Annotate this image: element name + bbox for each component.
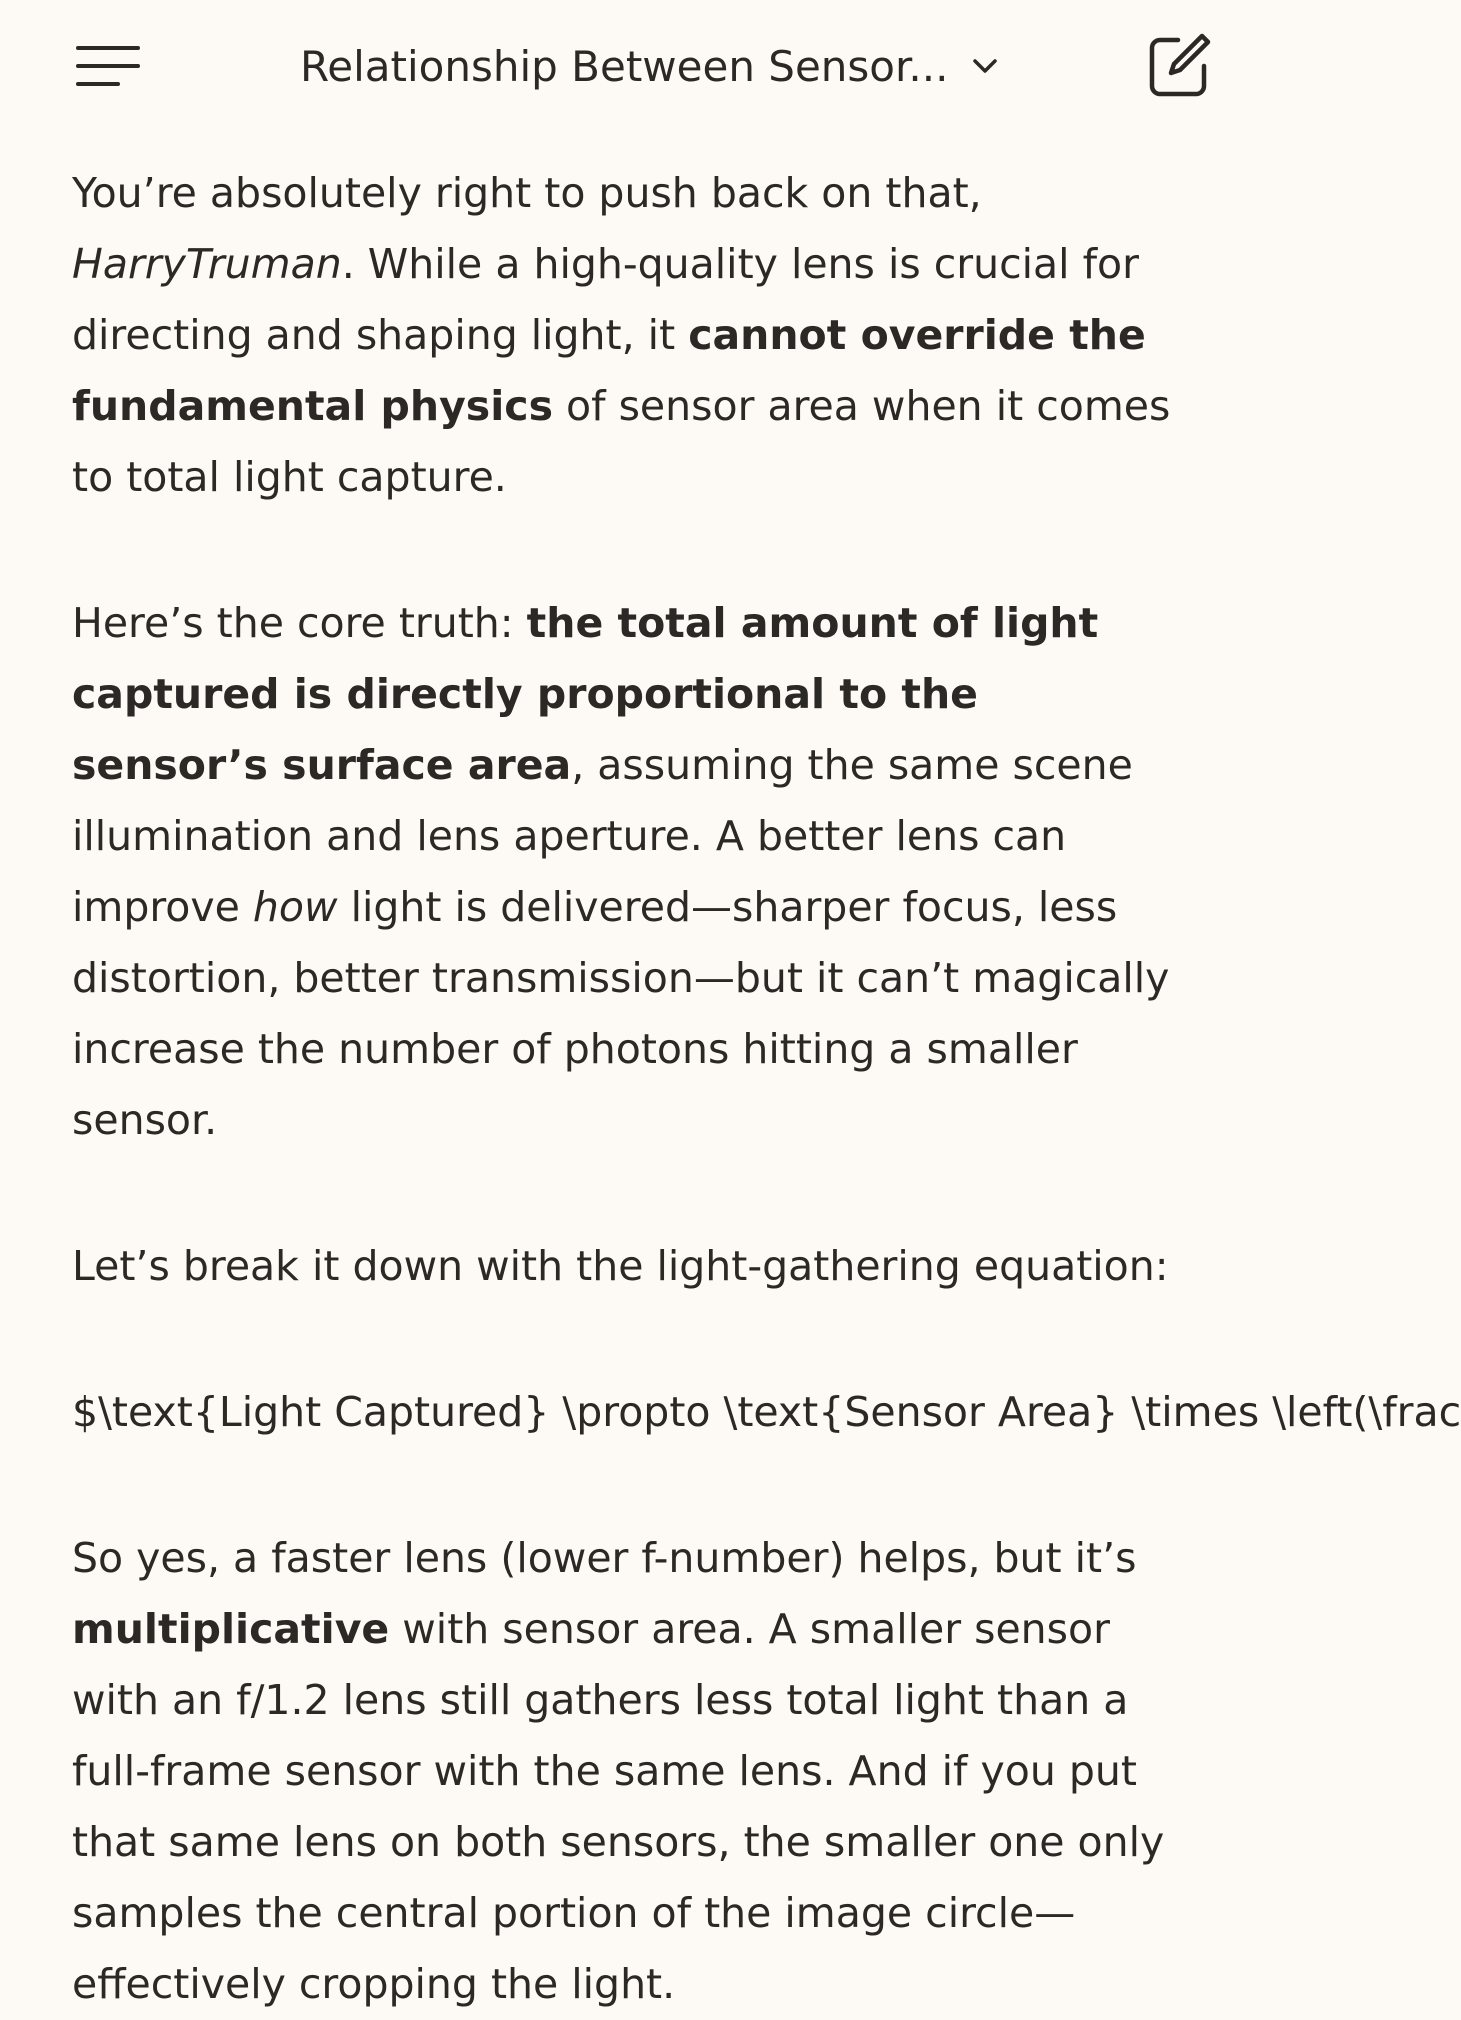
text-span: with sensor area. A smaller sensor with an f/1.2 lens still gathers less total light than a full-frame sensor with the same lens. And if you put that same lens on both sensors, the smaller one only samples the central portion of the image circle—effectively cropping the light. xyxy=(72,1605,1165,2008)
bold-phrase: multiplicative xyxy=(72,1605,390,1653)
message-paragraph-1 xyxy=(72,158,1172,513)
message-paragraph-2 xyxy=(72,588,1172,1156)
italic-username: HarryTruman xyxy=(72,240,342,288)
menu-button[interactable] xyxy=(72,36,144,96)
conversation-title-dropdown[interactable] xyxy=(300,30,1000,102)
assistant-message xyxy=(72,158,1461,2020)
equation-raw-latex: $\text{Light Captured} \propto \text{Sensor Area} \times \left(\frac xyxy=(72,1388,1461,1436)
text-span: . While a high-quality lens is crucial for directing and shaping light, it xyxy=(72,240,1139,359)
chevron-down-icon xyxy=(970,51,1000,81)
message-paragraph-5 xyxy=(72,1523,1172,2020)
text-span: of sensor area when it comes to total light capture. xyxy=(72,382,1171,501)
hamburger-menu-icon xyxy=(72,36,144,96)
text-span: light is delivered—sharper focus, less distortion, better transmission—but it can’t magically increase the number of photons hitting a smaller sensor. xyxy=(72,883,1170,1144)
italic-word: how xyxy=(252,883,338,931)
text-span: , assuming the same scene illumination and lens aperture. A better lens can improve xyxy=(72,741,1133,931)
text-span: Here’s the core truth: xyxy=(72,599,527,647)
text-span: So yes, a faster lens (lower f-number) helps, but it’s xyxy=(72,1534,1137,1582)
conversation-title: Relationship Between Sensor... xyxy=(300,41,949,91)
message-paragraph-3: Let’s break it down with the light-gathering equation: xyxy=(72,1242,1169,1290)
top-bar xyxy=(0,0,1284,132)
bold-phrase: cannot override the fundamental physics xyxy=(72,311,1146,430)
new-chat-button[interactable] xyxy=(1142,30,1214,102)
text-span: You’re absolutely right to push back on that, xyxy=(72,169,982,217)
bold-phrase: the total amount of light captured is directly proportional to the sensor’s surface area xyxy=(72,599,1099,789)
compose-icon xyxy=(1142,30,1214,102)
